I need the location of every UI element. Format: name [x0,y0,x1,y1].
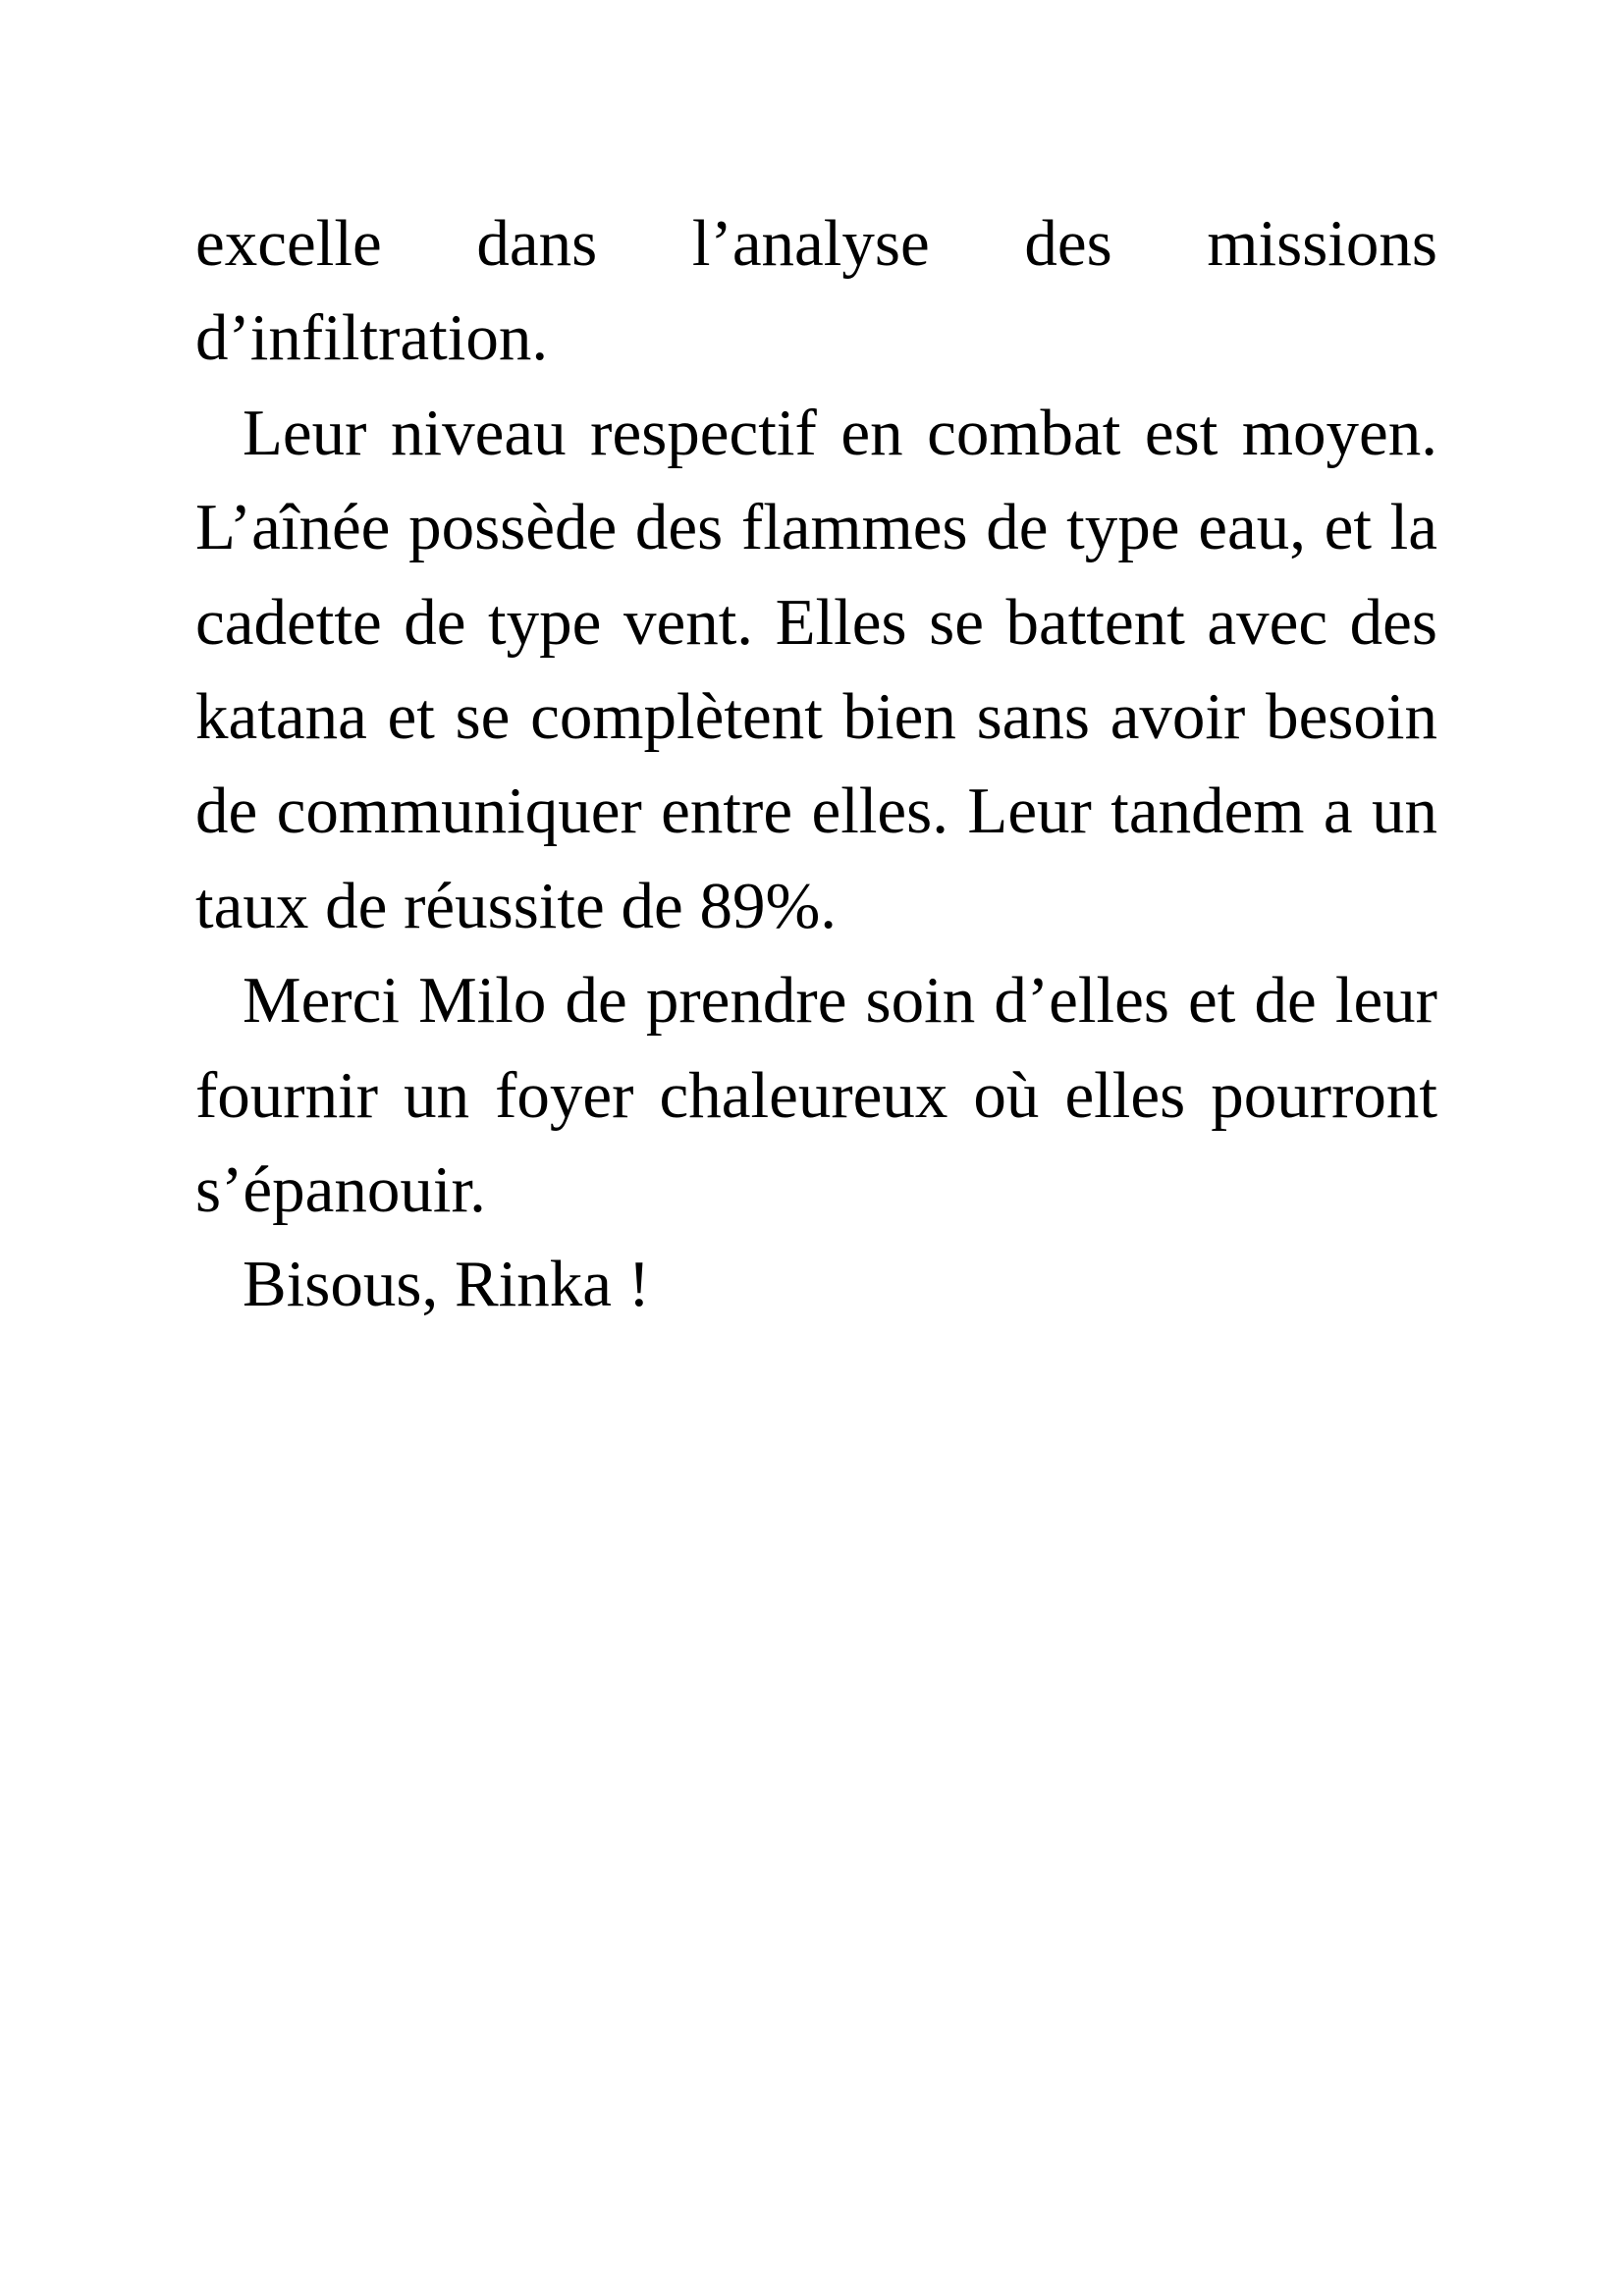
paragraph-continuation: excelle dans l’analyse des missions d’infiltration. [195,207,1437,375]
document-page [195,196,1437,1332]
paragraph-signature: Bisous, Rinka ! [243,1248,651,1321]
paragraph-combat-level: Leur niveau respectif en combat est moyen. L’aînée possède des flammes de type eau, et la cadette de type vent. Elles se battent avec des katana et se complètent bien sans avoir besoin de communiquer entre elles. Leur tandem a un taux de réussite de 89%. [195,396,1437,942]
paragraph-thanks: Merci Milo de prendre soin d’elles et de leur fournir un foyer chaleureux où elles pourront s’épanouir. [195,964,1437,1227]
